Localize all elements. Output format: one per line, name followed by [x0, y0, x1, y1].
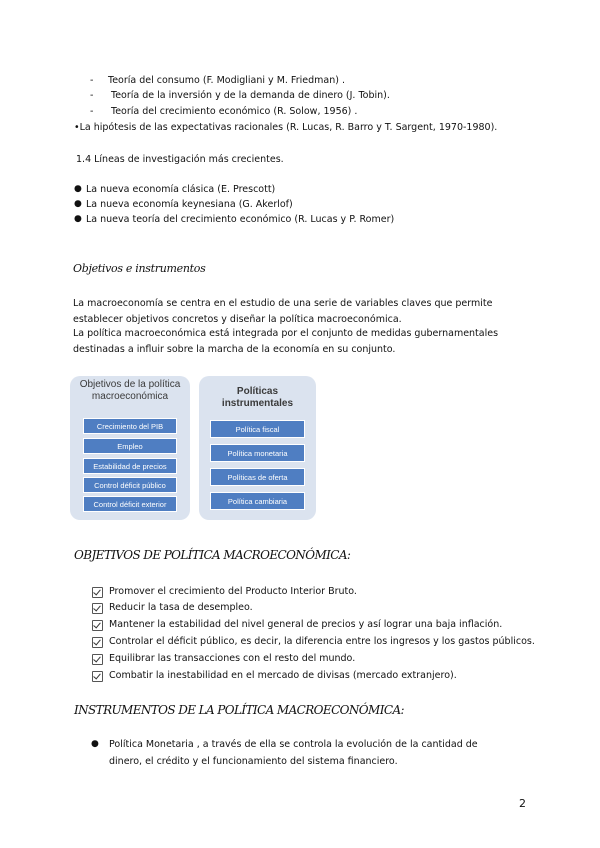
- section-heading: 1.4 Líneas de investigación más crecientes.: [76, 154, 284, 165]
- checkbox-icon: [92, 671, 103, 682]
- checkbox-icon: [92, 654, 103, 665]
- checklist-item: Reducir la tasa de desempleo.: [109, 602, 253, 613]
- objective-item: Estabilidad de precios: [83, 458, 177, 474]
- list-item: La nueva teoría del crecimiento económico (R. Lucas y P. Romer): [86, 214, 395, 225]
- instruments-panel-title: Políticas instrumentales: [221, 386, 294, 409]
- bullet-icon: ●: [74, 199, 82, 209]
- section-heading: OBJETIVOS DE POLÍTICA MACROECONÓMICA:: [74, 548, 351, 562]
- page-number: 2: [519, 797, 526, 810]
- checklist-item: Promover el crecimiento del Producto Interior Bruto.: [109, 586, 357, 597]
- list-dash: -: [90, 75, 94, 86]
- objective-item: Crecimiento del PIB: [83, 418, 177, 434]
- list-item: Teoría del crecimiento económico (R. Solow, 1956) .: [111, 106, 358, 117]
- instrument-item: Políticas de oferta: [210, 468, 305, 486]
- list-item: La nueva economía clásica (E. Prescott): [86, 184, 276, 195]
- checklist-item: Mantener la estabilidad del nivel general de precios y así lograr una baja inflación.: [109, 619, 503, 630]
- list-dash: -: [90, 106, 94, 117]
- bullet-icon: ●: [74, 214, 82, 224]
- bullet-icon: ●: [91, 739, 99, 749]
- checkbox-icon: [92, 620, 103, 631]
- paragraph: Política Monetaria , a través de ella se controla la evolución de la cantidad de dinero, el crédito y el funcionamiento del sistema financiero.: [109, 739, 478, 767]
- objectives-panel: [70, 376, 190, 520]
- list-item: Teoría del consumo (F. Modigliani y M. Friedman) .: [108, 75, 345, 86]
- instruments-panel: [199, 376, 316, 520]
- paragraph: La política macroeconómica está integrada por el conjunto de medidas gubernamentales destinadas a influir sobre la marcha de la economía en su conjunto.: [73, 328, 499, 355]
- objective-item: Control déficit público: [83, 477, 177, 493]
- list-dash: -: [90, 90, 94, 101]
- expectations-line: •La hipótesis de las expectativas racionales (R. Lucas, R. Barro y T. Sargent, 1970-1980).: [74, 122, 498, 133]
- checklist-item: Combatir la inestabilidad en el mercado de divisas (mercado extranjero).: [109, 670, 457, 681]
- list-item: Teoría de la inversión y de la demanda de dinero (J. Tobin).: [111, 90, 390, 101]
- instrument-item: Política fiscal: [210, 420, 305, 438]
- paragraph: La macroeconomía se centra en el estudio de una serie de variables claves que permite establecer objetivos concretos y diseñar la política macroeconómica.: [73, 298, 493, 325]
- list-item: La nueva economía keynesiana (G. Akerlof): [86, 199, 293, 210]
- section-heading: Objetivos e instrumentos: [73, 262, 206, 275]
- checkbox-icon: [92, 603, 103, 614]
- checklist-item: Controlar el déficit público, es decir, la diferencia entre los ingresos y los gastos públicos.: [109, 636, 535, 647]
- instrument-item: Política monetaria: [210, 444, 305, 462]
- objectives-panel-title: Objetivos de la política macroeconómica: [79, 379, 181, 402]
- objective-item: Empleo: [83, 438, 177, 454]
- section-heading: INSTRUMENTOS DE LA POLÍTICA MACROECONÓMICA:: [74, 703, 404, 717]
- instrument-item: Política cambiaria: [210, 492, 305, 510]
- checkbox-icon: [92, 637, 103, 648]
- checkbox-icon: [92, 587, 103, 598]
- checklist-item: Equilibrar las transacciones con el resto del mundo.: [109, 653, 356, 664]
- bullet-icon: ●: [74, 184, 82, 194]
- objective-item: Control déficit exterior: [83, 496, 177, 512]
